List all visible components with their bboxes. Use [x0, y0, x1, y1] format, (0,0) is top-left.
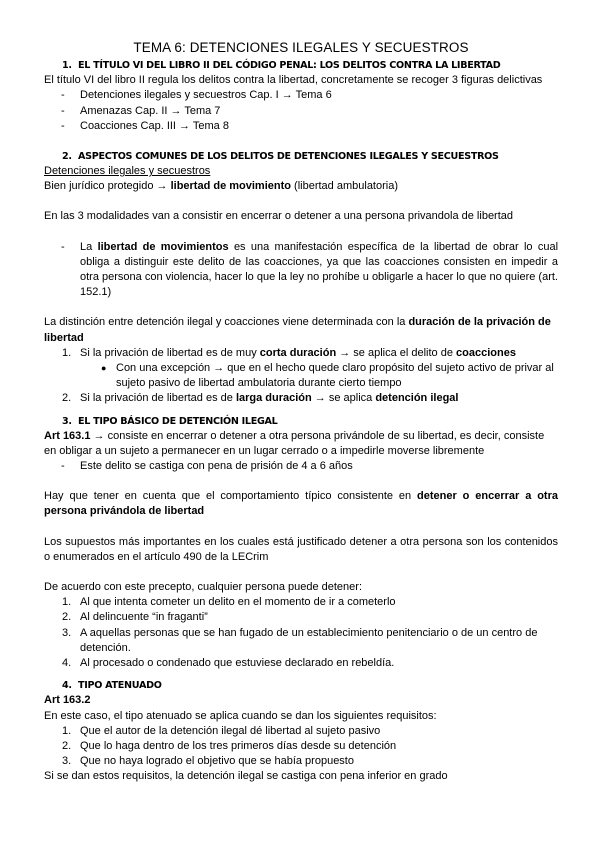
paragraph	[44, 315, 558, 345]
numbered-list	[44, 595, 558, 671]
dash-list	[44, 88, 558, 134]
text: → se aplica el delito de	[336, 346, 457, 359]
list-item: 2. Que lo haga dentro de los tres primeros días desde su detención	[62, 739, 397, 752]
bold-text: coacciones	[456, 346, 516, 359]
paragraph: Los supuestos más importantes en los cuales está justificado detener a otra persona son los contenidos o enumerados en el artículo 490 de la LECrim	[44, 535, 558, 563]
paragraph: En este caso, el tipo atenuado se aplica cuando se dan los siguientes requisitos:	[44, 709, 437, 722]
bold-text: corta duración	[259, 346, 337, 359]
text: Hay que tener en cuenta que el comportamiento típico consistente en	[44, 490, 418, 503]
list-item-text: Coacciones Cap. III → Tema 8	[80, 119, 229, 132]
text: Si la privación de libertad es de muy	[80, 346, 260, 359]
section-heading-1	[44, 58, 558, 73]
list-item: 4. Al procesado o condenado que estuviese declarado en rebeldía.	[62, 657, 395, 670]
section-number: 3.	[62, 415, 72, 427]
section-heading-4	[44, 678, 558, 693]
section-title: EL TÍTULO VI DEL LIBRO II DEL CÓDIGO PENAL: LOS DELITOS CONTRA LA LIBERTAD	[78, 60, 501, 72]
text: → consiste en encerrar o detener a otra persona privándole de su libertad, es decir, consiste en obligar a un sujeto a permanecer en un lugar cerrado o a impedirle moverse libremente	[44, 429, 545, 457]
list-item: ● Con una excepción → que en el hecho quede claro propósito del sujeto activo de privar al sujeto pasivo de libertad ambulatoria durante cierto tiempo	[101, 362, 554, 390]
section-number: 2.	[62, 151, 72, 163]
list-item-text: Este delito se castiga con pena de prisión de 4 a 6 años	[80, 460, 353, 473]
article-reference: Art 163.1	[44, 429, 91, 442]
bold-text: detener o encerrar a otra persona privándola de libertad	[44, 490, 558, 518]
bold-text: duración de la privación de libertad	[44, 316, 551, 344]
list-item-text: Amenazas Cap. II → Tema 7	[80, 104, 221, 117]
paragraph	[44, 429, 558, 459]
bold-text: larga duración	[235, 392, 312, 405]
paragraph: El título VI del libro II regula los delitos contra la libertad, concretamente se recoger 3 figuras delictivas	[44, 74, 543, 87]
list-item: - La libertad de movimientos es una manifestación específica de la libertad de obrar lo cual obliga a distinguir este delito de las coacciones, ya que las coacciones consisten en impedir a otra persona con violencia, hacer lo que la ley no prohíbe u obligarle a hacer lo que no quiere (art. 152.1)	[61, 240, 559, 299]
list-item: 1. Si la privación de libertad es de muy corta duración → se aplica el delito de coacciones	[62, 346, 516, 359]
document-page	[44, 40, 558, 785]
section-number: 1.	[62, 60, 72, 72]
subheading: Detenciones ilegales y secuestros	[44, 165, 211, 178]
numbered-list	[44, 346, 558, 361]
article-reference	[44, 693, 558, 708]
bold-text: libertad de movimiento	[170, 180, 291, 193]
paragraph	[44, 179, 558, 194]
page-title: TEMA 6: DETENCIONES ILEGALES Y SECUESTROS	[133, 40, 469, 55]
text: es una manifestación específica de la libertad de obrar lo cual obliga a distinguir este delito de las coacciones, ya que las coacciones consisten en impedir a otra persona con violencia, hacer lo que la ley no prohíbe u obligarle a hacer lo que no quiere (art. 152.1)	[80, 240, 559, 299]
list-item: - Este delito se castiga con pena de prisión de 4 a 6 años	[61, 460, 353, 473]
list-item: 1. Al que intenta cometer un delito en el momento de ir a cometerlo	[62, 596, 396, 609]
list-item: - Coacciones Cap. III → Tema 8	[61, 119, 229, 132]
section-heading-2	[44, 149, 558, 164]
text: La	[80, 240, 98, 253]
list-item-text: Al procesado o condenado que estuviese declarado en rebeldía.	[80, 657, 395, 670]
section-heading-3	[44, 414, 558, 429]
list-item-text: Al delincuente “in fraganti”	[80, 611, 208, 624]
text: Bien jurídico protegido →	[44, 180, 171, 193]
list-item: - Detenciones ilegales y secuestros Cap. I → Tema 6	[61, 89, 332, 102]
paragraph: Si se dan estos requisitos, la detención ilegal se castiga con pena inferior en grado	[44, 770, 448, 783]
paragraph	[44, 489, 558, 519]
list-item: 2. Si la privación de libertad es de larga duración → se aplica detención ilegal	[62, 392, 459, 405]
section-title: EL TIPO BÁSICO DE DETENCIÓN ILEGAL	[78, 415, 278, 427]
bold-text: detención ilegal	[375, 392, 459, 405]
dash-list	[44, 459, 558, 474]
bullet-list	[44, 361, 558, 391]
list-item: 3. A aquellas personas que se han fugado de un establecimiento penitenciario o de un centro de detención.	[62, 626, 538, 654]
paragraph: De acuerdo con este precepto, cualquier persona puede detener:	[44, 581, 362, 594]
dash-list	[44, 240, 558, 301]
text: La distinción entre detención ilegal y coacciones viene determinada con la	[44, 316, 409, 329]
numbered-list	[44, 724, 558, 770]
list-item: 1. Que el autor de la detención ilegal dé libertad al sujeto pasivo	[62, 724, 381, 737]
text: Si la privación de libertad es de	[80, 392, 236, 405]
bold-text: libertad de movimientos	[97, 240, 229, 253]
section-number: 4.	[62, 680, 72, 692]
bold-text: Art 163.2	[44, 694, 91, 707]
text: (libertad ambulatoria)	[291, 180, 398, 193]
list-item-text: Detenciones ilegales y secuestros Cap. I → Tema 6	[80, 89, 332, 102]
list-item-text: A aquellas personas que se han fugado de un establecimiento penitenciario o de un centro de detención.	[80, 626, 538, 654]
list-item: 2. Al delincuente “in fraganti”	[62, 611, 208, 624]
list-item-text: Que no haya logrado el objetivo que se había propuesto	[80, 755, 354, 768]
list-item-text: Al que intenta cometer un delito en el momento de ir a cometerlo	[80, 596, 396, 609]
list-item-text: Que lo haga dentro de los tres primeros días desde su detención	[80, 739, 397, 752]
list-item-text: Que el autor de la detención ilegal dé libertad al sujeto pasivo	[80, 724, 381, 737]
list-item-text: Con una excepción → que en el hecho quede claro propósito del sujeto activo de privar al sujeto pasivo de libertad ambulatoria durante cierto tiempo	[116, 362, 554, 390]
list-item: 3. Que no haya logrado el objetivo que se había propuesto	[62, 755, 354, 768]
section-title: TIPO ATENUADO	[78, 680, 162, 692]
section-title: ASPECTOS COMUNES DE LOS DELITOS DE DETENCIONES ILEGALES Y SECUESTROS	[78, 151, 499, 163]
paragraph: En las 3 modalidades van a consistir en encerrar o detener a una persona privandola de libertad	[44, 210, 514, 223]
list-item: - Amenazas Cap. II → Tema 7	[61, 104, 221, 117]
numbered-list	[44, 391, 558, 406]
text: → se aplica	[311, 392, 376, 405]
